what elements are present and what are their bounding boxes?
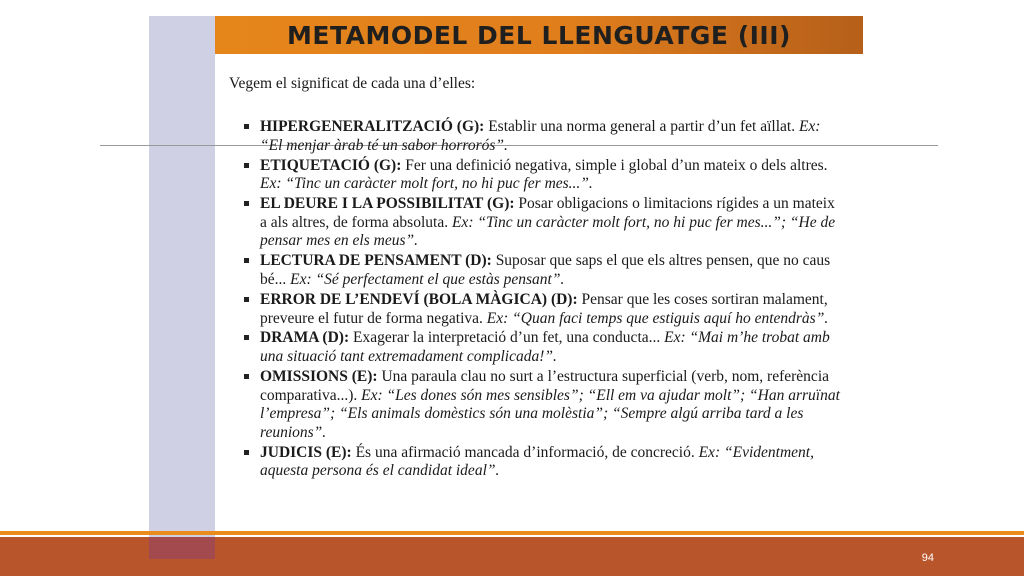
square-bullet-icon	[244, 335, 249, 340]
item-term: OMISSIONS (E):	[260, 368, 378, 386]
square-bullet-icon	[244, 258, 249, 263]
list-item	[243, 195, 843, 251]
item-example: Ex: “El menjar àrab té un sabor horrorós”.	[260, 118, 821, 154]
item-term: HIPERGENERALITZACIÓ (G):	[260, 118, 485, 135]
list-item	[243, 157, 843, 194]
list-item	[243, 368, 843, 442]
pattern-list	[243, 118, 843, 482]
square-bullet-icon	[244, 201, 249, 206]
item-term: JUDICIS (E):	[260, 443, 352, 461]
item-term: DRAMA (D):	[260, 329, 350, 347]
item-example: Ex: “Sé perfectament el que estàs pensant”.	[290, 270, 565, 288]
left-accent-bar-footer	[149, 537, 215, 559]
list-item	[243, 252, 843, 289]
square-bullet-icon	[244, 297, 249, 302]
item-term: EL DEURE I LA POSSIBILITAT (G):	[260, 195, 515, 213]
item-example: Ex: “Quan faci temps que estiguis aquí ho entendràs”.	[486, 309, 829, 327]
intro-text: Vegem el significat de cada una d’elles:	[229, 75, 476, 92]
item-text: Una paraula clau no surt a l’estructura superficial (verb, nom, referència comparativa...).	[260, 368, 829, 404]
list-item	[243, 444, 843, 481]
item-example: Ex: “Tinc un caràcter molt fort, no hi puc fer mes...”.	[260, 175, 593, 193]
square-bullet-icon	[244, 450, 249, 455]
item-example: Ex: “Evidentment, aquesta persona és el candidat ideal”.	[260, 443, 814, 480]
square-bullet-icon	[244, 374, 249, 379]
list-item	[243, 291, 843, 328]
list-item	[243, 329, 843, 366]
item-example: Ex: “Mai m’he trobat amb una situació tant extremadament complicada!”.	[260, 329, 830, 366]
item-term: ERROR DE L’ENDEVÍ (BOLA MÀGICA) (D):	[260, 290, 578, 308]
page-number: 94	[921, 552, 934, 564]
title-banner	[215, 16, 863, 54]
left-accent-bar	[149, 16, 215, 559]
item-text: Suposar que saps el que els altres pensen, que no caus bé...	[260, 252, 831, 288]
square-bullet-icon	[244, 124, 249, 129]
item-term: ETIQUETACIÓ (G):	[260, 156, 402, 174]
square-bullet-icon	[244, 163, 249, 168]
item-text: És una afirmació mancada d’informació, de concreció.	[351, 443, 699, 461]
item-text: Posar obligacions o limitacions rígides a un mateix a als altres, de forma absoluta.	[260, 195, 835, 231]
item-term: LECTURA DE PENSAMENT (D):	[260, 252, 492, 270]
slide-title: METAMODEL DEL LLENGUATGE (III)	[287, 20, 791, 50]
item-example: Ex: “Les dones són mes sensibles”; “Ell em va ajudar molt”; “Han arruïnat l’empresa”; “Els animals domèstics són una molèstia”; “Sempre algú arriba tard a les reunions”.	[260, 386, 840, 441]
item-text: Establir una norma general a partir d’un fet aïllat.	[484, 118, 799, 135]
item-text: Fer una definició negativa, simple i global d’un mateix o dels altres.	[401, 156, 828, 174]
item-text: Pensar que les coses sortiran malament, preveure el futur de forma negativa.	[260, 290, 828, 327]
list-item	[243, 118, 843, 155]
footer-accent-line	[0, 531, 1024, 535]
item-example: Ex: “Tinc un caràcter molt fort, no hi puc fer mes...”; “He de pensar mes en els meus”.	[260, 213, 836, 250]
item-text: Exagerar la interpretació d’un fet, una conducta...	[349, 329, 665, 347]
